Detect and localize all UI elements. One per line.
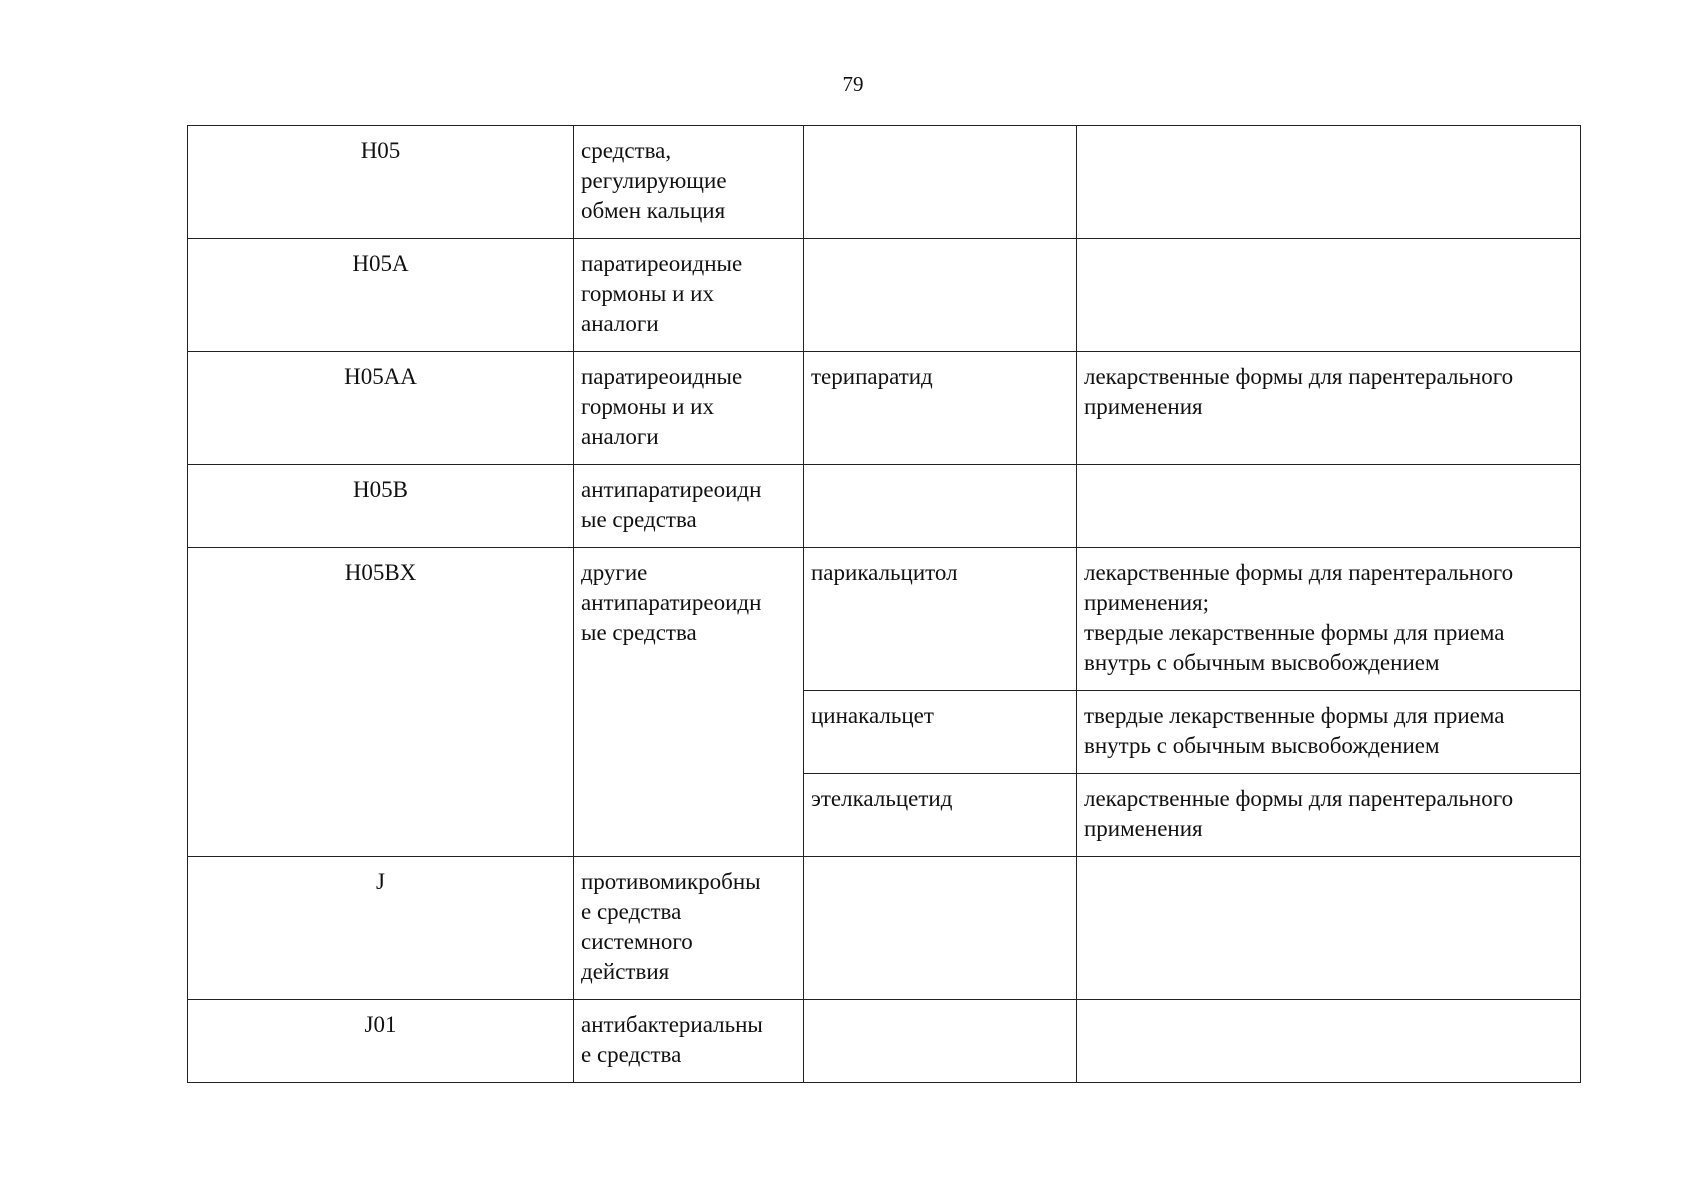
dosage-form-line: твердые лекарственные формы для приема <box>1084 703 1505 728</box>
table-row <box>188 548 1581 691</box>
dosage-form-line: лекарственные формы для парентерального <box>1084 364 1514 389</box>
atc-drug-table <box>187 125 1581 1083</box>
group-name-cell <box>574 239 804 352</box>
group-name-line: другие <box>581 560 648 585</box>
atc-code-cell: H05BX <box>188 548 574 857</box>
drug-name-cell: этелкальцетид <box>804 774 1077 857</box>
group-name-line: обмен кальция <box>581 198 726 223</box>
drug-name-cell <box>804 239 1077 352</box>
group-name-line: противомикробны <box>581 869 761 894</box>
dosage-form-cell <box>1077 1000 1581 1083</box>
dosage-form-cell <box>1077 465 1581 548</box>
dosage-form-line: применения; <box>1084 590 1209 615</box>
atc-code-cell: H05AA <box>188 352 574 465</box>
group-name-line: е средства <box>581 899 682 924</box>
group-name-line: паратиреоидные <box>581 364 743 389</box>
group-name-cell <box>574 1000 804 1083</box>
table-row <box>188 126 1581 239</box>
drug-name-cell: парикальцитол <box>804 548 1077 691</box>
dosage-form-line: твердые лекарственные формы для приема <box>1084 620 1505 645</box>
table-row <box>188 239 1581 352</box>
group-name-line: гормоны и их <box>581 394 714 419</box>
group-name-cell <box>574 126 804 239</box>
atc-code-cell: J01 <box>188 1000 574 1083</box>
drug-name-cell <box>804 857 1077 1000</box>
atc-code-cell: H05 <box>188 126 574 239</box>
dosage-form-cell <box>1077 239 1581 352</box>
dosage-form-cell <box>1077 126 1581 239</box>
drug-name-cell: цинакальцет <box>804 691 1077 774</box>
table-row <box>188 857 1581 1000</box>
dosage-form-cell <box>1077 352 1581 465</box>
group-name-line: регулирующие <box>581 168 727 193</box>
group-name-line: паратиреоидные <box>581 251 743 276</box>
atc-code-cell: H05A <box>188 239 574 352</box>
dosage-form-line: внутрь с обычным высвобождением <box>1084 733 1440 758</box>
group-name-line: антипаратиреоидн <box>581 477 762 502</box>
group-name-cell <box>574 857 804 1000</box>
group-name-cell <box>574 465 804 548</box>
page-number: 79 <box>842 72 864 96</box>
dosage-form-line: внутрь с обычным высвобождением <box>1084 650 1440 675</box>
drug-name-cell <box>804 126 1077 239</box>
table-row <box>188 1000 1581 1083</box>
dosage-form-line: лекарственные формы для парентерального <box>1084 560 1514 585</box>
drug-name-cell: терипаратид <box>804 352 1077 465</box>
dosage-form-cell <box>1077 774 1581 857</box>
group-name-line: системного <box>581 929 693 954</box>
group-name-cell <box>574 352 804 465</box>
group-name-line: антипаратиреоидн <box>581 590 762 615</box>
drug-name-cell <box>804 465 1077 548</box>
dosage-form-cell <box>1077 691 1581 774</box>
dosage-form-line: применения <box>1084 394 1203 419</box>
group-name-line: гормоны и их <box>581 281 714 306</box>
drug-name-cell <box>804 1000 1077 1083</box>
dosage-form-cell <box>1077 548 1581 691</box>
dosage-form-cell <box>1077 857 1581 1000</box>
atc-code-cell: J <box>188 857 574 1000</box>
group-name-line: действия <box>581 959 670 984</box>
dosage-form-line: применения <box>1084 816 1203 841</box>
group-name-line: антибактериальны <box>581 1012 763 1037</box>
table-row <box>188 352 1581 465</box>
atc-code-cell: H05B <box>188 465 574 548</box>
group-name-line: средства, <box>581 138 672 163</box>
group-name-cell <box>574 548 804 857</box>
group-name-line: аналоги <box>581 424 659 449</box>
group-name-line: е средства <box>581 1042 682 1067</box>
dosage-form-line: лекарственные формы для парентерального <box>1084 786 1514 811</box>
group-name-line: ые средства <box>581 620 697 645</box>
group-name-line: ые средства <box>581 507 697 532</box>
table-row <box>188 465 1581 548</box>
group-name-line: аналоги <box>581 311 659 336</box>
